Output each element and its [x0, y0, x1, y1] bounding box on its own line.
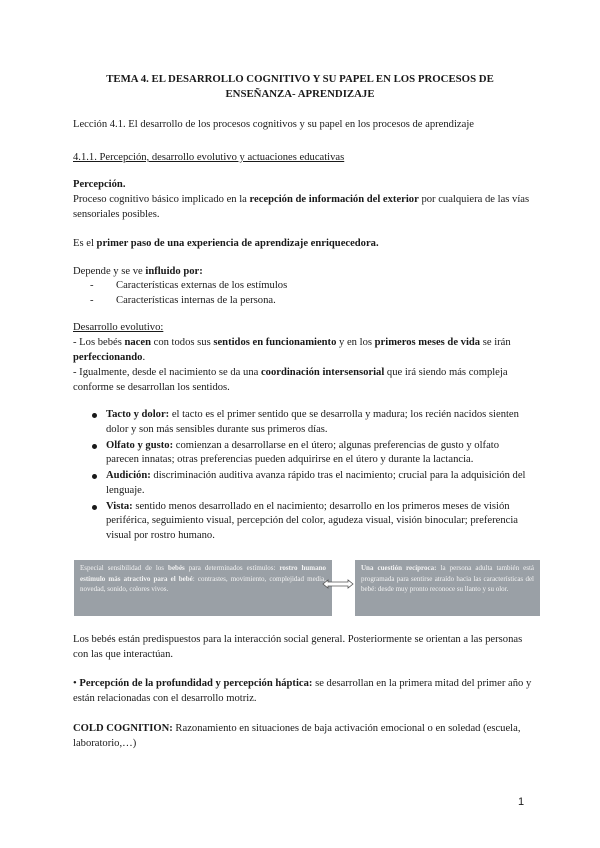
sense-item-vision: Vista: sentido menos desarrollado en el nacimiento; desarrollo en los primeros meses de visión periférica, seguimiento visual, percepción del color, agudeza visual, visión binocular; preferencia visual por rostro humano. [90, 500, 530, 544]
sense-item-hearing: Audición: discriminación auditiva avanza rápido tras el nacimiento; crucial para la adquisición del lenguaje. [90, 469, 530, 498]
development-line-2: - Igualmente, desde el nacimiento se da una coordinación intersensorial que irá siendo más compleja conforme se desarrollan los sentidos. [73, 367, 508, 393]
sense-item-smell-taste: Olfato y gusto: comienzan a desarrollarse en el útero; algunas preferencias de gusto y olfato parecen innatas; otras preferencias pueden adquirirse en el útero y durante la lactancia. [90, 439, 530, 468]
social-paragraph: Los bebés están predispuestos para la interacción social general. Posteriormente se orientan a las personas con las que interactúan. [73, 634, 523, 660]
lesson-heading: Lección 4.1. El desarrollo de los procesos cognitivos y su papel en los procesos de aprendizaje [73, 119, 474, 130]
list-item: - Características internas de la persona. [90, 293, 287, 308]
perception-definition: Proceso cognitivo básico implicado en la recepción de información del exterior por cualquiera de las vías sensoriales posibles. [73, 194, 530, 220]
perception-heading: Percepción. [73, 179, 126, 190]
double-arrow-icon [322, 577, 354, 591]
subsection-heading: 4.1.1. Percepción, desarrollo evolutivo y actuaciones educativas [73, 152, 345, 163]
factors-list [90, 278, 287, 308]
infant-sensitivity-box: Especial sensibilidad de los bebés para determinados estímulos: rostro humano estímulo más atractivo para el bebé: contrastes, movimiento, complejidad media, novedad, sonido, colores vivos. [74, 560, 332, 616]
sense-item-touch: Tacto y dolor: el tacto es el primer sentido que se desarrolla y madura; los recién nacidos sienten dolor y son más sensibles durante sus primeros días. [90, 408, 530, 437]
document-title: TEMA 4. EL DESARROLLO COGNITIVO Y SU PAPEL EN LOS PROCESOS DE ENSEÑANZA- APRENDIZAJE [106, 73, 494, 100]
list-item: - Características externas de los estímulos [90, 278, 287, 293]
development-line-1: - Los bebés nacen con todos sus sentidos en funcionamiento y en los primeros meses de vida se irán perfeccionando. [73, 337, 511, 363]
reciprocal-question-box: Una cuestión recíproca: la persona adulta también está programada para sentirse atraído hacia las características del bebé: desde muy pronto reconoce su llanto y su olor. [355, 560, 540, 616]
first-step-statement: Es el primer paso de una experiencia de aprendizaje enriquecedora. [73, 238, 379, 249]
development-section [73, 320, 533, 395]
senses-list [90, 408, 530, 545]
cold-cognition-paragraph: COLD COGNITION: Razonamiento en situaciones de baja activación emocional o en soledad (escuela, laboratorio,…) [73, 723, 521, 749]
haptic-paragraph: • Percepción de la profundidad y percepción háptica: se desarrollan en la primera mitad del primer año y están relacionadas con el desarrollo motriz. [73, 678, 532, 704]
perception-section [73, 177, 533, 222]
development-heading: Desarrollo evolutivo: [73, 322, 164, 333]
page-number: 1 [518, 796, 525, 808]
depends-line: Depende y se ve influido por: [73, 266, 203, 277]
